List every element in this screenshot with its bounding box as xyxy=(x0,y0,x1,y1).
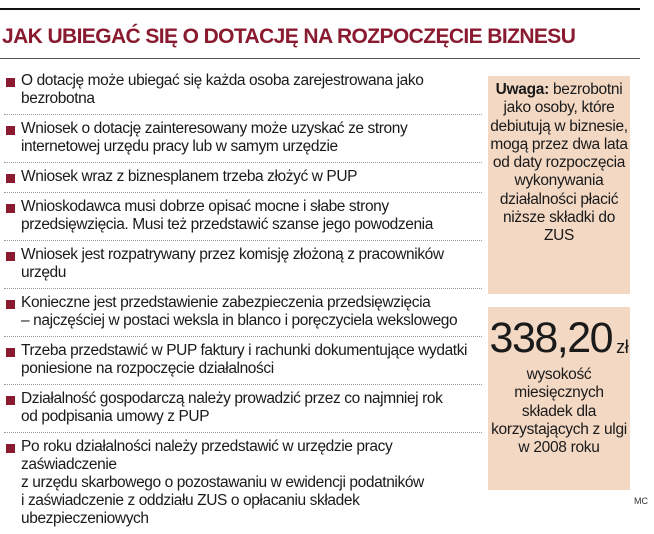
list-item xyxy=(4,68,482,115)
square-bullet-icon xyxy=(6,252,15,261)
list-item xyxy=(4,385,482,433)
list-item xyxy=(4,337,482,385)
square-bullet-icon xyxy=(6,444,15,453)
amount-row xyxy=(488,314,630,362)
square-bullet-icon xyxy=(6,204,15,213)
item-text: Wnioskodawca musi dobrze opisać mocne i słabe strony przedsięwzięcia. Musi też przedstawić szanse jego powodzenia xyxy=(21,198,433,233)
note-body: bezrobotni jako osoby, które debiutują w biznesie, mogą przez dwa lata od daty rozpoczęcia wykonywania działalności płacić niższe składki do ZUS xyxy=(490,81,628,245)
title-divider xyxy=(0,58,640,59)
list-item xyxy=(4,241,482,289)
square-bullet-icon xyxy=(6,78,15,87)
note-box xyxy=(488,76,630,294)
square-bullet-icon xyxy=(6,348,15,357)
item-text: Działalność gospodarczą należy prowadzić przez co najmniej rok od podpisania umowy z PUP xyxy=(21,390,443,425)
square-bullet-icon xyxy=(6,174,15,183)
square-bullet-icon xyxy=(6,396,15,405)
item-text: Wniosek jest rozpatrywany przez komisję złożoną z pracowników urzędu xyxy=(21,246,444,281)
list-item xyxy=(4,193,482,241)
top-rule xyxy=(0,8,640,10)
item-text: O dotację może ubiegać się każda osoba zarejestrowana jako bezrobotna xyxy=(21,72,424,107)
item-text: Wniosek o dotację zainteresowany może uzyskać ze strony internetowej urzędu pracy lub w samym urzędzie xyxy=(21,120,408,155)
amount-box xyxy=(488,307,630,490)
item-text: Konieczne jest przedstawienie zabezpieczenia przedsięwzięcia – najczęściej w postaci weksla in blanco i poręczyciela wekslowego xyxy=(21,294,458,329)
item-text: Trzeba przedstawić w PUP faktury i rachunki dokumentujące wydatki poniesione na rozpoczęcie działalności xyxy=(21,342,468,377)
amount-description: wysokość miesięcznych składek dla korzystających z ulgi w 2008 roku xyxy=(491,366,627,457)
note-label: Uwaga: xyxy=(495,81,549,98)
list-item xyxy=(4,115,482,163)
item-text: Wniosek wraz z biznesplanem trzeba złożyć w PUP xyxy=(21,168,358,185)
author-credit: MC xyxy=(634,496,648,506)
square-bullet-icon xyxy=(6,126,15,135)
square-bullet-icon xyxy=(6,300,15,309)
list-item xyxy=(4,163,482,193)
amount-unit: zł xyxy=(616,337,629,357)
steps-list xyxy=(4,68,482,534)
amount-value: 338,20 xyxy=(489,314,613,362)
item-text: Po roku działalności należy przedstawić w urzędzie pracy zaświadczenie z urzędu skarbowego o pozostawaniu w ewidencji podatników i zaświadczenie z oddziału ZUS o opłacaniu składek ubezpieczeniowych xyxy=(21,438,424,527)
list-item xyxy=(4,289,482,337)
page-title: JAK UBIEGAĆ SIĘ O DOTACJĘ NA ROZPOCZĘCIE BIZNESU xyxy=(2,25,576,48)
list-item xyxy=(4,433,482,534)
